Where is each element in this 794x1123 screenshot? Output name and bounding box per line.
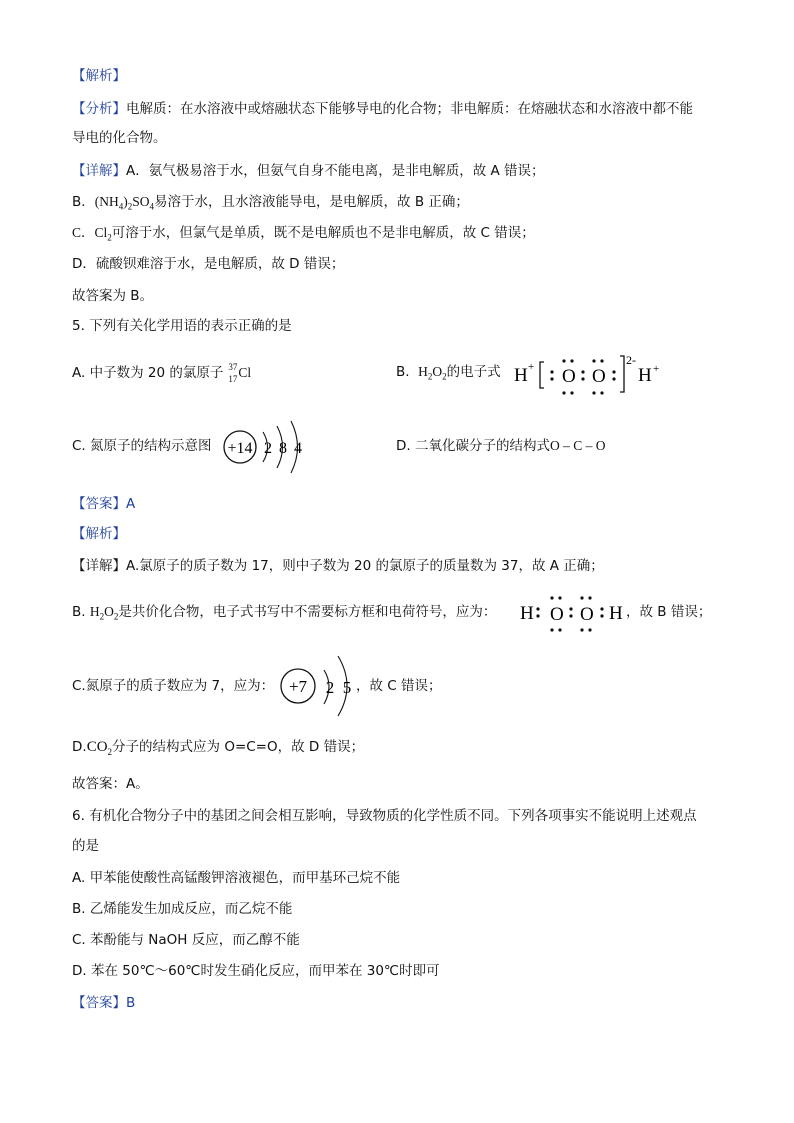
q5-option-a-isotope: 37 17 bbox=[228, 362, 238, 384]
q5b-o2: O bbox=[592, 366, 606, 387]
q5c-shell-1: 2 bbox=[264, 440, 272, 457]
q5-option-d-text: D. 二氧化碳分子的结构式 bbox=[396, 438, 550, 454]
detail-a-text: A．氨气极易溶于水，但氨气自身不能电离，是非电解质，故 A 错误； bbox=[126, 163, 545, 179]
q6-stem-line-2: 的是 bbox=[72, 838, 99, 854]
q5d-shell-2: 5 bbox=[342, 678, 352, 697]
analysis-text-1: 电解质：在水溶液中或熔融状态下能够导电的化合物；非电解质：在熔融状态和水溶液中都不能 bbox=[126, 101, 693, 117]
q5-stem: 5. 下列有关化学用语的表示正确的是 bbox=[72, 318, 292, 334]
analysis-line-2: 导电的化合物。 bbox=[72, 130, 167, 146]
detail-c-text: 可溶于水，但氯气是单质，既不是电解质也不是非电解质，故 C 错误； bbox=[111, 225, 535, 241]
q4-conclusion: 故答案为 B。 bbox=[72, 288, 154, 304]
detail-c bbox=[72, 223, 535, 243]
q5d-h2: H bbox=[609, 603, 623, 624]
q5b-h-left: H bbox=[514, 365, 528, 386]
detail-d: D．硫酸钡难溶于水，是电解质，故 D 错误； bbox=[72, 256, 345, 272]
q6-answer: 【答案】B bbox=[72, 995, 136, 1011]
q5b-bracket-left bbox=[540, 362, 544, 388]
detail-a bbox=[72, 161, 545, 181]
q5b-charge: 2- bbox=[626, 353, 636, 367]
q5-detail-b: B. $H_2O_2$是共价化合物，电子式书写中不需要标方框和电荷符号，应为： bbox=[72, 604, 497, 622]
q5d-o1: O bbox=[550, 604, 564, 625]
q5d-o2: O bbox=[580, 604, 594, 625]
q5-option-c-text: C. 氮原子的结构示意图 bbox=[72, 438, 212, 454]
q5-option-b-electron-formula bbox=[512, 348, 672, 400]
q5-detail-c-end: ，故 C 错误； bbox=[356, 678, 442, 694]
q5d-nucleus: +7 bbox=[288, 677, 308, 696]
q5c-shell-3: 4 bbox=[294, 440, 302, 457]
analysis-heading: 【解析】 bbox=[72, 68, 126, 84]
q5b-bracket-right bbox=[620, 356, 624, 392]
q6-option-d: D. 苯在 50℃～60℃时发生硝化反应，而甲苯在 30℃时即可 bbox=[72, 963, 440, 979]
q6-option-c: C. 苯酚能与 NaOH 反应，而乙醇不能 bbox=[72, 932, 300, 948]
q6-option-a: A. 甲苯能使酸性高锰酸钾溶液褪色，而甲基环己烷不能 bbox=[72, 870, 401, 886]
detail-b-text: 易溶于水，且水溶液能导电，是电解质，故 B 正确； bbox=[154, 194, 469, 210]
q5-option-a-text: A. 中子数为 20 的氯原子 bbox=[72, 365, 224, 381]
detail-b bbox=[72, 192, 469, 212]
q5d-shell-1: 2 bbox=[325, 678, 335, 697]
detail-tag: 【详解】 bbox=[72, 163, 126, 179]
q5c-nucleus: +14 bbox=[227, 440, 253, 457]
analysis-tag: 【分析】 bbox=[72, 101, 126, 117]
q5-conclusion: 故答案：A。 bbox=[72, 776, 149, 792]
q5-detail-d: $D.CO_2$分子的结构式应为 O=C=O，故 D 错误； bbox=[72, 739, 365, 757]
detail-b-formula: $(NH_4)_2SO_4$ bbox=[94, 194, 155, 212]
detail-c-formula: C．$Cl_2$ bbox=[72, 225, 112, 243]
q5-detail-c-atom-diagram bbox=[278, 652, 358, 720]
q5-option-d-formula: O – C – O bbox=[549, 438, 606, 453]
q6-option-b: B. 乙烯能发生加成反应，而乙烷不能 bbox=[72, 901, 293, 917]
q5d-h1: H bbox=[520, 603, 534, 624]
q6-stem-line-1: 6. 有机化合物分子中的基团之间会相互影响，导致物质的化学性质不同。下列各项事实不能说明上述观点 bbox=[72, 808, 697, 824]
q5-detail-a: 【详解】A.氯原子的质子数为 17，则中子数为 20 的氯原子的质量数为 37，故 A 正确； bbox=[72, 558, 604, 574]
q5b-plus-right: + bbox=[653, 363, 660, 375]
q5b-plus-left: + bbox=[528, 361, 535, 373]
q5-option-a-symbol: Cl bbox=[238, 365, 252, 380]
q5b-o1: O bbox=[562, 366, 576, 387]
q5-detail-b-end: ，故 B 错误； bbox=[626, 604, 712, 620]
q5-answer: 【答案】A bbox=[72, 496, 136, 512]
q5-detail-c-text: C.氮原子的质子数应为 7，应为： bbox=[72, 678, 275, 694]
q5b-electron-dots bbox=[550, 359, 615, 394]
q5-option-d bbox=[396, 436, 606, 456]
q5b-h-right: H bbox=[638, 365, 652, 386]
q5-option-b: B. $H_2O_2$的电子式 bbox=[396, 364, 501, 382]
q5-analysis-heading: 【解析】 bbox=[72, 526, 126, 542]
q5-option-a bbox=[72, 362, 251, 384]
analysis-line-1 bbox=[72, 99, 693, 119]
detail-b-prefix: B． bbox=[72, 194, 95, 210]
q5-detail-b-electron-formula bbox=[518, 592, 628, 634]
q5-option-c-atom-diagram bbox=[220, 418, 320, 476]
q5c-shell-2: 8 bbox=[279, 440, 287, 457]
